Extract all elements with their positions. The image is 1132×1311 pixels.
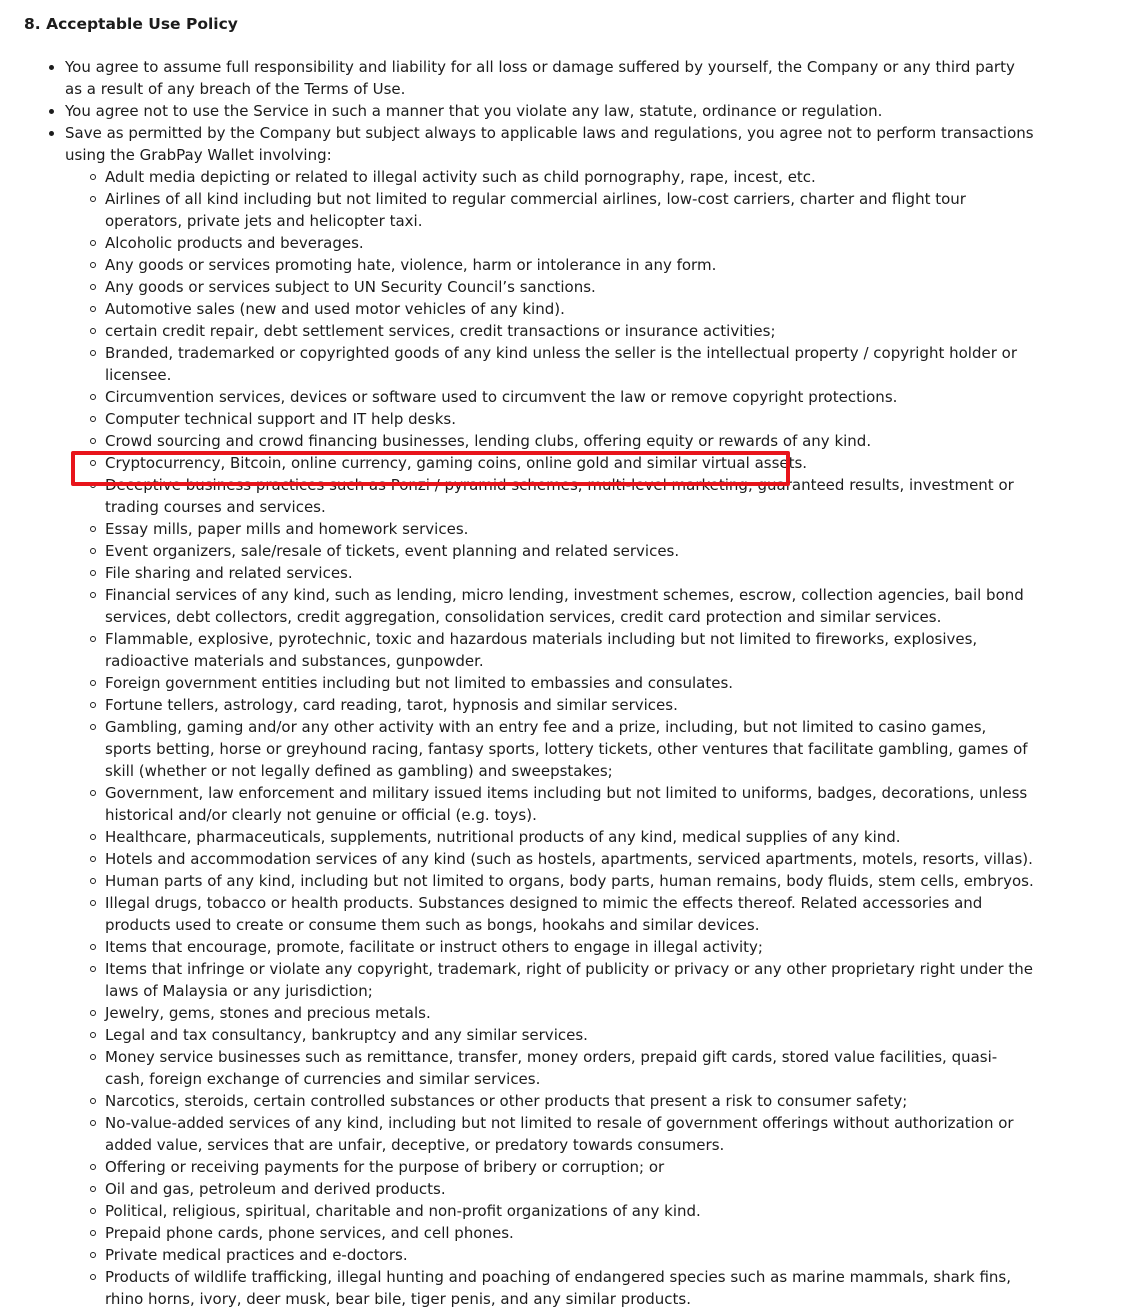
- sub-list-item: Any goods or services promoting hate, violence, harm or intolerance in any form.: [105, 254, 1034, 276]
- sub-list-item: Flammable, explosive, pyrotechnic, toxic and hazardous materials including but not limited to fireworks, explosives, radioactive materials and substances, gunpowder.: [105, 628, 1034, 672]
- policy-section: [24, 13, 1034, 1310]
- sub-list-item: Deceptive business practices such as Ponzi / pyramid schemes, multi-level marketing, guaranteed results, investment or trading courses and services.: [105, 474, 1034, 518]
- sub-list-item: No-value-added services of any kind, including but not limited to resale of government offerings without authorization or added value, services that are unfair, deceptive, or predatory towards consumers.: [105, 1112, 1034, 1156]
- sub-list-item: Any goods or services subject to UN Security Council’s sanctions.: [105, 276, 1034, 298]
- policy-list: [24, 56, 1034, 1310]
- section-title: 8. Acceptable Use Policy: [24, 15, 238, 33]
- list-item: You agree to assume full responsibility and liability for all loss or damage suffered by yourself, the Company or any third party as a result of any breach of the Terms of Use.: [65, 56, 1034, 100]
- sub-list-item: Airlines of all kind including but not limited to regular commercial airlines, low-cost carriers, charter and flight tour operators, private jets and helicopter taxi.: [105, 188, 1034, 232]
- sub-list-item: Items that encourage, promote, facilitate or instruct others to engage in illegal activity;: [105, 936, 1034, 958]
- sub-list-item: Essay mills, paper mills and homework services.: [105, 518, 1034, 540]
- sub-list-item: Cryptocurrency, Bitcoin, online currency, gaming coins, online gold and similar virtual assets.: [105, 452, 1034, 474]
- sub-list-item: Gambling, gaming and/or any other activity with an entry fee and a prize, including, but not limited to casino games, sports betting, horse or greyhound racing, fantasy sports, lottery tickets, other ventures that facilitate gambling, games of skill (whether or not legally defined as gambling) and sweepstakes;: [105, 716, 1034, 782]
- list-item-text: Save as permitted by the Company but subject always to applicable laws and regulations, you agree not to perform transactions using the GrabPay Wallet involving:: [65, 124, 1034, 164]
- sub-list-item: Narcotics, steroids, certain controlled substances or other products that present a risk to consumer safety;: [105, 1090, 1034, 1112]
- sub-list-item: Foreign government entities including but not limited to embassies and consulates.: [105, 672, 1034, 694]
- sub-list-item: Branded, trademarked or copyrighted goods of any kind unless the seller is the intellectual property / copyright holder or licensee.: [105, 342, 1034, 386]
- sub-list-item: Oil and gas, petroleum and derived products.: [105, 1178, 1034, 1200]
- sub-list-item: Offering or receiving payments for the purpose of bribery or corruption; or: [105, 1156, 1034, 1178]
- sub-list-item: Products of wildlife trafficking, illegal hunting and poaching of endangered species such as marine mammals, shark fins, rhino horns, ivory, deer musk, bear bile, tiger penis, and any similar products.: [105, 1266, 1034, 1310]
- sub-list-item: Private medical practices and e-doctors.: [105, 1244, 1034, 1266]
- prohibited-transactions-list: [65, 166, 1034, 1310]
- sub-list-item: Government, law enforcement and military issued items including but not limited to uniforms, badges, decorations, unless historical and/or clearly not genuine or official (e.g. toys).: [105, 782, 1034, 826]
- sub-list-item: Illegal drugs, tobacco or health products. Substances designed to mimic the effects thereof. Related accessories and products used to create or consume them such as bongs, hookahs and similar devices.: [105, 892, 1034, 936]
- sub-list-item: certain credit repair, debt settlement services, credit transactions or insurance activities;: [105, 320, 1034, 342]
- sub-list-item: Hotels and accommodation services of any kind (such as hostels, apartments, serviced apartments, motels, resorts, villas).: [105, 850, 1033, 868]
- sub-list-item: Alcoholic products and beverages.: [105, 232, 1034, 254]
- sub-list-item: Healthcare, pharmaceuticals, supplements, nutritional products of any kind, medical supplies of any kind.: [105, 826, 1034, 848]
- sub-list-item: Prepaid phone cards, phone services, and cell phones.: [105, 1222, 1034, 1244]
- sub-list-item: Political, religious, spiritual, charitable and non-profit organizations of any kind.: [105, 1200, 1034, 1222]
- sub-list-item: Fortune tellers, astrology, card reading, tarot, hypnosis and similar services.: [105, 694, 1034, 716]
- sub-list-item: Financial services of any kind, such as lending, micro lending, investment schemes, escrow, collection agencies, bail bond services, debt collectors, credit aggregation, consolidation services, credit card protection and similar services.: [105, 584, 1034, 628]
- sub-list-item: Human parts of any kind, including but not limited to organs, body parts, human remains, body fluids, stem cells, embryos.: [105, 872, 1034, 890]
- sub-list-item: Computer technical support and IT help desks.: [105, 408, 1034, 430]
- sub-list-item: Automotive sales (new and used motor vehicles of any kind).: [105, 298, 1034, 320]
- sub-list-item: Circumvention services, devices or software used to circumvent the law or remove copyright protections.: [105, 386, 1034, 408]
- sub-list-item: Money service businesses such as remittance, transfer, money orders, prepaid gift cards, stored value facilities, quasi-cash, foreign exchange of currencies and similar services.: [105, 1046, 1034, 1090]
- sub-list-item: Items that infringe or violate any copyright, trademark, right of publicity or privacy or any other proprietary right under the laws of Malaysia or any jurisdiction;: [105, 960, 1033, 1000]
- sub-list-item: Adult media depicting or related to illegal activity such as child pornography, rape, incest, etc.: [105, 166, 1034, 188]
- sub-list-item: Jewelry, gems, stones and precious metals.: [105, 1002, 1034, 1024]
- list-item: [65, 122, 1034, 1310]
- sub-list-item: Crowd sourcing and crowd financing businesses, lending clubs, offering equity or rewards of any kind.: [105, 430, 1034, 452]
- sub-list-item: File sharing and related services.: [105, 562, 1034, 584]
- sub-list-item: Event organizers, sale/resale of tickets, event planning and related services.: [105, 540, 1034, 562]
- list-item: You agree not to use the Service in such a manner that you violate any law, statute, ordinance or regulation.: [65, 100, 1034, 122]
- sub-list-item: Legal and tax consultancy, bankruptcy and any similar services.: [105, 1024, 1034, 1046]
